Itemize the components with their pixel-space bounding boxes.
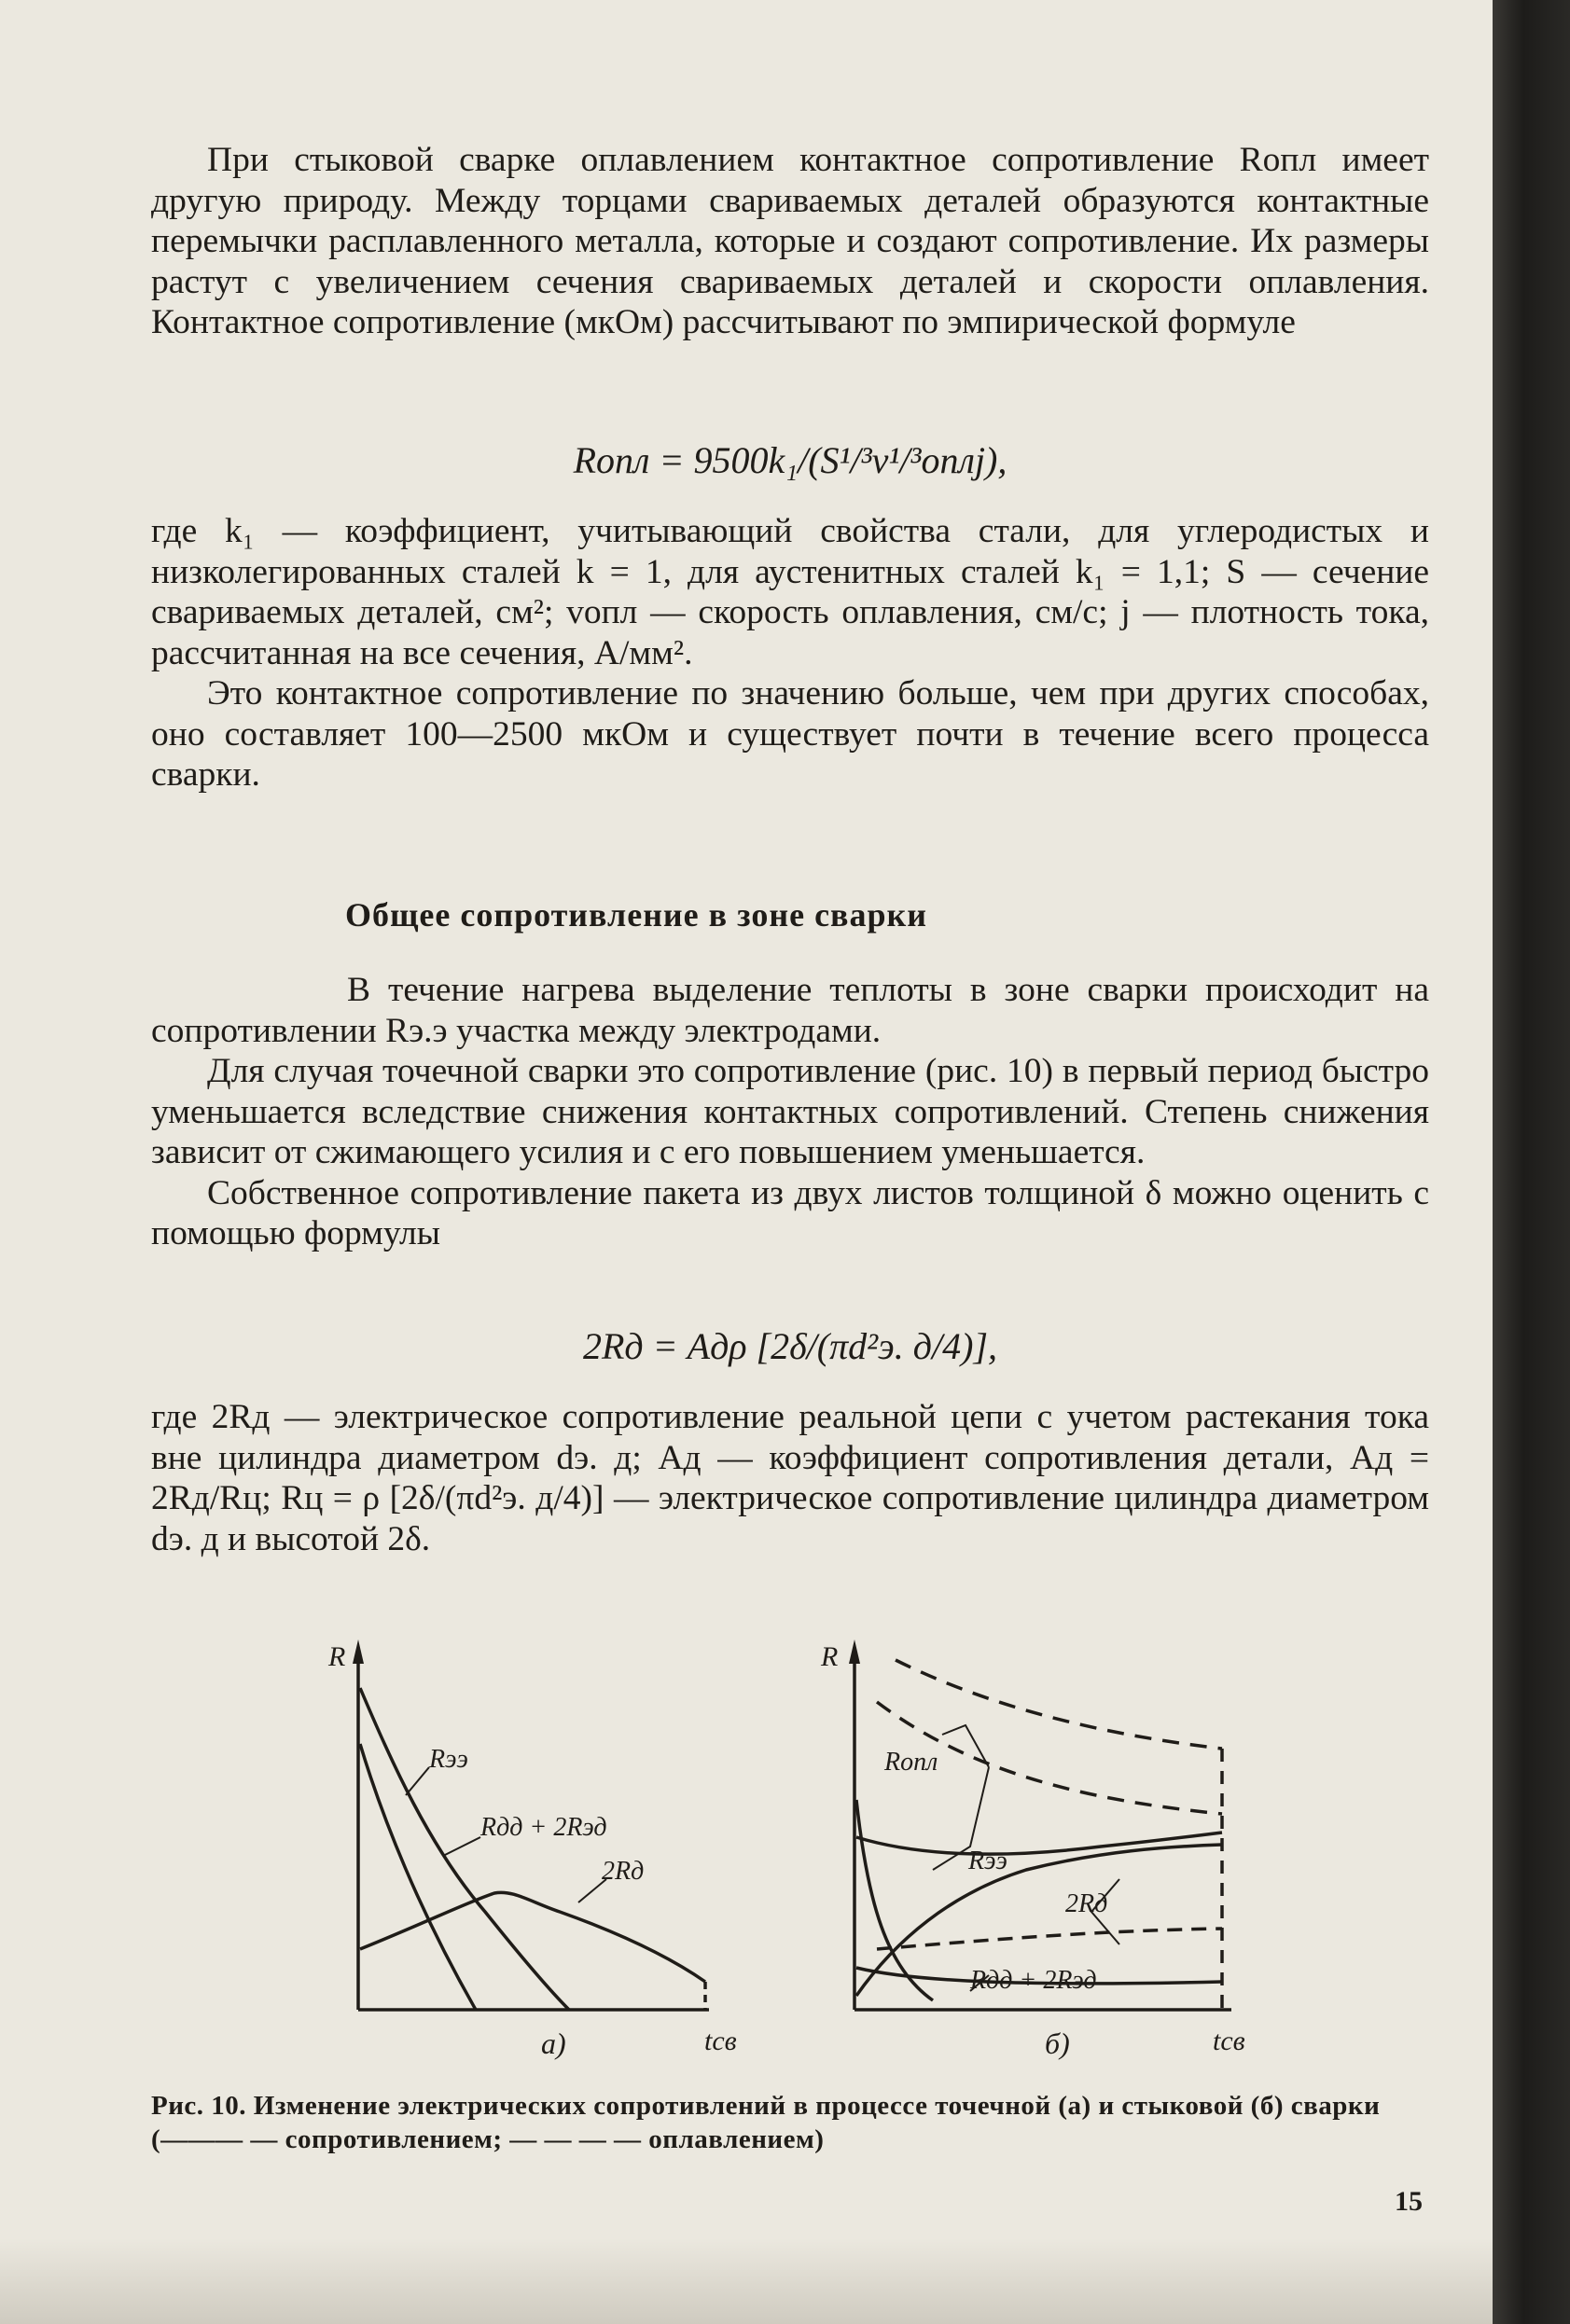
left-y-arrow	[353, 1639, 364, 1664]
right-axis-x-label: tсв	[1213, 2026, 1245, 2056]
paragraph-where-2rd: где 2Rд — электрическое сопротивление реальной цепи с учетом растекания тока вне цилиндра диаметром dэ. д; Aд — коэффициент сопротивления детали, Aд = 2Rд/Rц; Rц = ρ [2δ/(πd²э. д/4)] — электрическое сопротивление цилиндра диаметром dэ. д и высотой 2δ.	[151, 1398, 1429, 1558]
figure-10	[280, 1632, 1306, 2080]
page-number: 15	[1395, 2186, 1423, 2217]
left-curve-ree	[360, 1688, 569, 2010]
page-bottom-shadow	[0, 2238, 1493, 2324]
right-y-arrow	[849, 1639, 860, 1664]
right-dashed-2rd	[877, 1929, 1222, 1949]
right-label-2rd: 2Rд	[1065, 1889, 1108, 1918]
text-block-2	[151, 511, 1429, 795]
text-block-1	[151, 140, 1429, 343]
right-axis-y-label: R	[821, 1641, 839, 1672]
formula-2rd: 2Rд = Aдρ [2δ/(πd²э. д/4)],	[582, 1325, 998, 1367]
figure-caption: Рис. 10. Изменение электрических сопротивлений в процессе точечной (а) и стыковой (б) сварки (——— — сопротивлением; — — — — оплавлением)	[151, 2091, 1381, 2154]
leader-ree	[406, 1767, 429, 1795]
paragraph-heating: В течение нагрева выделение теплоты в зоне сварки происходит на сопротивлении Rэ.э участка между электродами.	[151, 971, 1429, 1050]
left-axis-y-label: R	[328, 1641, 346, 1672]
right-sublabel: б)	[1045, 2027, 1070, 2060]
text-block-3	[151, 970, 1429, 1254]
paragraph-own-resistance: Собственное сопротивление пакета из двух листов толщиной δ можно оценить с помощью формулы	[151, 1173, 1429, 1252]
left-label-rdd: Rдд + 2Rэд	[480, 1813, 607, 1842]
right-dashed-upper	[896, 1660, 1222, 1749]
section-heading: Общее сопротивление в зоне сварки	[345, 896, 927, 934]
paragraph-contact-resistance: Это контактное сопротивление по значению больше, чем при других способах, оно составляет 100—2500 мкОм и существует почти в течение всего процесса сварки.	[151, 674, 1429, 794]
left-label-ree: Rээ	[429, 1745, 468, 1774]
right-label-ropl: Rопл	[884, 1748, 938, 1777]
left-label-2rd: 2Rд	[602, 1857, 645, 1886]
leader-rdd	[443, 1837, 480, 1856]
page-binding-edge	[1493, 0, 1570, 2324]
left-axis-x-label: tсв	[704, 2026, 737, 2056]
right-curve-ree	[856, 1833, 1222, 1854]
paragraph-flash-welding: При стыковой сварке оплавлением контактное сопротивление Rопл имеет другую природу. Между торцами свариваемых деталей образуются контактные перемычки расплавленного металла, которые и создают сопротивление. Их размеры растут с увеличением сечения свариваемых деталей и скорости оплавления. Контактное сопротивление (мкОм) рассчитывают по эмпирической формуле	[151, 141, 1429, 341]
formula-r-opl: Rопл = 9500k₁/(S¹/³v¹/³оплj),	[573, 439, 1007, 481]
text-block-4	[151, 1397, 1429, 1559]
right-label-rdd: Rдд + 2Rэд	[970, 1966, 1097, 1995]
right-label-ree: Rээ	[968, 1847, 1007, 1875]
left-sublabel: а)	[541, 2027, 566, 2060]
figure-right-panel	[849, 1639, 1231, 2010]
paragraph-where-k1: где k₁ — коэффициент, учитывающий свойства стали, для углеродистых и низколегированных сталей k = 1, для аустенитных сталей k₁ = 1,1; S — сечение свариваемых деталей, см²; vопл — скорость оплавления, см/с; j — плотность тока, рассчитанная на все сечения, А/мм².	[151, 512, 1429, 672]
paragraph-spot-welding: Для случая точечной сварки это сопротивление (рис. 10) в первый период быстро уменьшается вследствие снижения контактных сопротивлений. Степень снижения зависит от сжимающего усилия и с его повышением уменьшается.	[151, 1052, 1429, 1171]
